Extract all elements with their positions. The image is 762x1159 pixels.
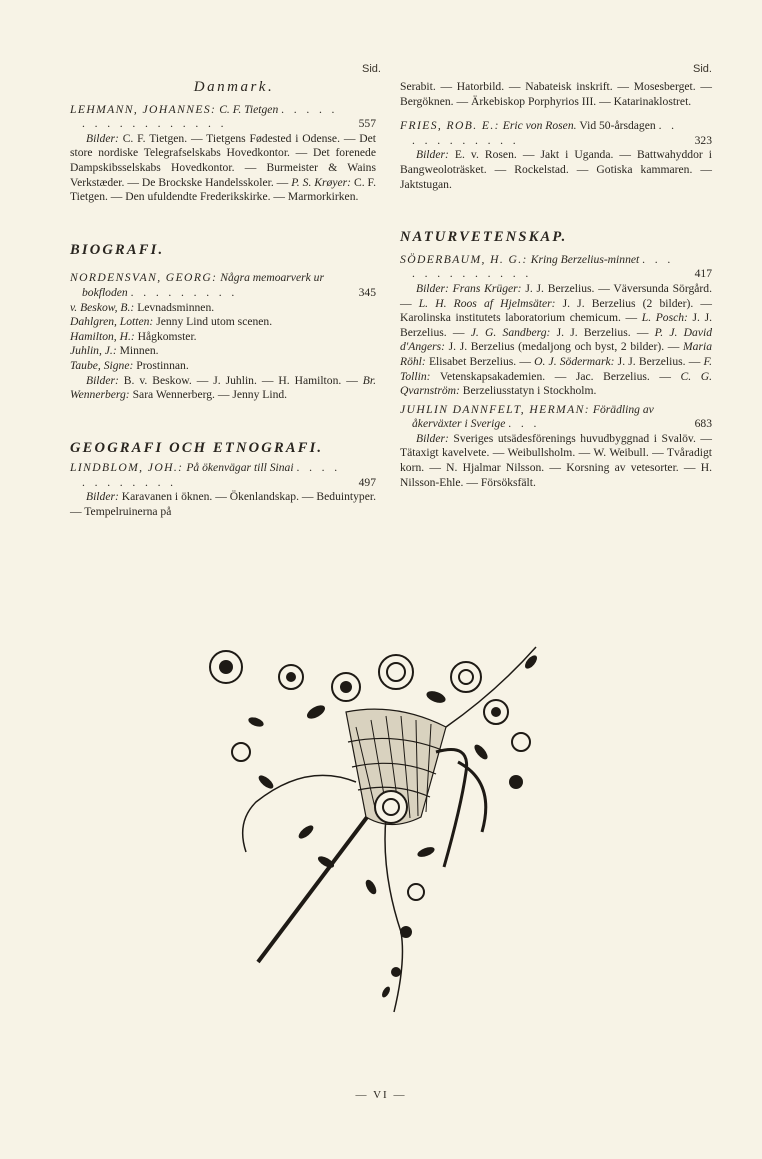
country-heading: Danmark. <box>193 79 275 95</box>
entry-heading: JUHLIN DANNFELT, HERMAN: Förädling av åkerväxter i Sverige . . . 683 <box>400 402 712 431</box>
entry-author: LEHMANN, JOHANNES: <box>70 102 217 116</box>
entry-author: NORDENSVAN, GEORG: <box>70 271 218 285</box>
reference-item: Hamilton, H.: Hågkomster. <box>70 329 197 343</box>
entry-soderbaum <box>400 253 712 399</box>
entry-heading: FRIES, ROB. E.: Eric von Rosen. Vid 50-årsdagen . . . . . . . . . . . 323 <box>400 119 712 147</box>
page-column-label-right: Sid. <box>693 63 712 75</box>
entry-illustrations: Bilder: E. v. Rosen. — Jakt i Uganda. — Battwahyddor i Bangweoloträsket. — Rockelstad. — Gotiska kammaren. — Jaktstugan. <box>400 148 712 191</box>
entry-heading: LINDBLOM, JOH.: På ökenvägar till Sinai . . . . . . . . . . . . 497 <box>70 461 376 489</box>
entry-fries <box>400 119 712 192</box>
entry-page-number: 417 <box>694 267 712 281</box>
entry-heading: SÖDERBAUM, H. G.: Kring Berzelius-minnet . . . . . . . . . . . . . 417 <box>400 252 712 281</box>
entry-title: På ökenvägar till Sinai <box>186 461 294 475</box>
entry-page-number: 323 <box>694 133 712 147</box>
section-heading-biografi: BIOGRAFI. <box>70 241 165 258</box>
section-heading-naturvetenskap: NATURVETENSKAP. <box>400 229 568 246</box>
entry-title: Kring Berzelius-minnet <box>530 252 640 266</box>
entry-author: FRIES, ROB. E.: <box>400 119 500 133</box>
entry-illustrations: Bilder: Frans Krüger: J. J. Berzelius. — Väversunda Sörgård. — L. H. Roos af Hjelmsäter: J. J. Berzelius (2 bilder). — Karolinska institutets laboratorium chemicum. — L. Posch: J. J. Berzelius. — J. G. Sandberg: J. J. Berzelius. — P. J. David d'Angers: J. J. Berzelius (medaljong och byst, 2 bilder). — Maria Röhl: Elisabet Berzelius. — O. J. Södermark: J. J. Berzelius. — F. Tollin: Vetenskapsakademien. — Jac. Berzelius. — C. G. Qvarnström: Berzeliusstatyn i Stockholm. <box>400 281 712 398</box>
entry-illustrations: Bilder: C. F. Tietgen. — Tietgens Fødested i Odense. — Det store nordiske Telegrafselskabs Hovedkontor. — Det forenede Dampskibsselskabs Hovedkontor. — Burmeister & Wains Verkstæder. — De Brockske Handelsskoler. — P. S. Krøyer: C. F. Tietgen. — Den ufuldendte Frederikskirke. — Marmorkirken. <box>70 131 376 204</box>
entry-author: JUHLIN DANNFELT, HERMAN: <box>400 402 590 416</box>
entry-heading: NORDENSVAN, GEORG: Några memoarverk ur bokfloden . . . . . . . . . 345 <box>70 271 376 299</box>
entry-illustrations: Bilder: Karavanen i öknen. — Ökenlandskap. — Beduintyper. — Tempelruinerna på <box>70 490 376 519</box>
reference-item: v. Beskow, B.: Levnadsminnen. <box>70 300 215 314</box>
reference-item: Taube, Signe: Prostinnan. <box>70 358 189 372</box>
entry-heading: LEHMANN, JOHANNES: C. F. Tietgen . . . . . . . . . . . . . . . . . 557 <box>70 102 376 131</box>
right-column <box>400 80 712 490</box>
entry-juhlin-dannfelt <box>400 403 712 491</box>
section-heading-geografi: GEOGRAFI OCH ETNOGRAFI. <box>70 439 324 456</box>
entry-page-number: 497 <box>358 475 376 489</box>
page-column-label-left: Sid. <box>362 63 381 75</box>
entry-page-number: 557 <box>358 117 376 131</box>
reference-item: Juhlin, J.: Minnen. <box>70 344 159 358</box>
entry-illustrations: Bilder: B. v. Beskow. — J. Juhlin. — H. Hamilton. — Br. Wennerberg: Sara Wennerberg. — Jenny Lind. <box>70 373 376 402</box>
entry-title: Några memoarverk ur bokfloden <box>82 271 324 299</box>
entry-page-number: 683 <box>694 417 712 431</box>
page-number-footer: — VI — <box>355 1089 407 1101</box>
left-column <box>70 80 376 520</box>
floral-basket-ornament <box>196 632 556 1022</box>
reference-item: Dahlgren, Lotten: Jenny Lind utom scenen. <box>70 315 273 329</box>
entry-title-rest: Vid 50-årsdagen <box>579 119 656 133</box>
entry-lindblom <box>70 461 376 519</box>
entry-illustrations: Bilder: Sveriges utsädesförenings huvudbyggnad i Svalöv. — Tätaxigt kavelvete. — Weibullsholm. — W. Weibull. — Tvåradigt korn. — N. Hjalmar Nilsson. — Korsning av vetesorter. — H. Nilsson-Ehle. — Försöksfält. <box>400 431 712 489</box>
entry-title: Eric von Rosen. <box>502 119 577 133</box>
entry-title: C. F. Tietgen <box>219 102 279 116</box>
entry-nordensvan <box>70 271 376 402</box>
entry-lehmann <box>70 103 376 205</box>
entry-title: Förädling av åkerväxter i Sverige <box>412 402 654 431</box>
continued-illustrations: Serabit. — Hatorbild. — Nabateisk inskrift. — Mosesberget. — Bergöknen. — Ärkebiskop Porphyrios III. — Katarinaklostret. <box>400 80 712 108</box>
entry-author: LINDBLOM, JOH.: <box>70 461 184 475</box>
entry-author: SÖDERBAUM, H. G.: <box>400 252 528 266</box>
entry-page-number: 345 <box>358 285 376 299</box>
